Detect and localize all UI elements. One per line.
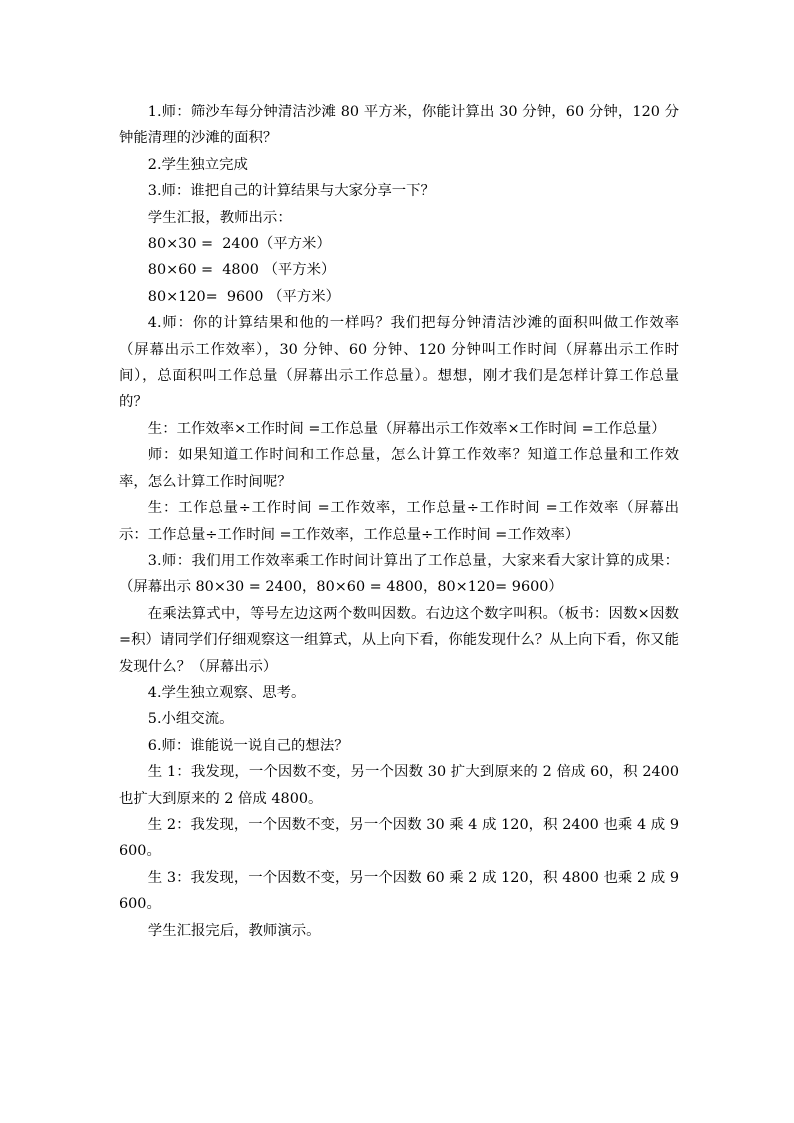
paragraph-2: 2.学生独立完成	[147, 156, 248, 173]
paragraph-18: 生 2：我发现，一个因数不变，另一个因数 30 乘 4 成 120，积 2400 也乘 4 成 9600。	[119, 816, 679, 860]
lesson-text	[119, 99, 679, 944]
paragraph-11: 生：工作总量÷工作时间 =工作效率，工作总量÷工作时间 =工作效率（屏幕出示：工作总量÷工作时间 =工作效率，工作总量÷工作时间 =工作效率）	[119, 500, 679, 543]
paragraph-1: 1.师：筛沙车每分钟清洁沙滩 80 平方米，你能计算出 30 分钟，60 分钟，120 分钟能清理的沙滩的面积？	[119, 104, 679, 147]
paragraph-15: 5.小组交流。	[147, 711, 234, 728]
paragraph-4: 学生汇报，教师出示：	[147, 209, 292, 226]
equation-3: 80×120= 9600 （平方米）	[147, 288, 340, 305]
paragraph-10: 师：如果知道工作时间和工作总量，怎么计算工作效率？知道工作总量和工作效率，怎么计算工作时间呢？	[119, 447, 679, 490]
paragraph-3: 3.师：谁把自己的计算结果与大家分享一下？	[147, 183, 435, 200]
equation-1: 80×30 = 2400（平方米）	[147, 236, 331, 253]
paragraph-8: 4.师：你的计算结果和他的一样吗？我们把每分钟清洁沙滩的面积叫做工作效率（屏幕出示工作效率），30 分钟、60 分钟、120 分钟叫工作时间（屏幕出示工作时间），总面积叫工作总量（屏幕出示工作总量）。想想，刚才我们是怎样计算工作总量的？	[119, 315, 679, 411]
paragraph-20: 学生汇报完后，教师演示。	[147, 922, 321, 939]
paragraph-14: 4.学生独立观察、思考。	[147, 684, 306, 701]
paragraph-19: 生 3：我发现，一个因数不变，另一个因数 60 乘 2 成 120，积 4800 也乘 2 成 9600。	[119, 869, 679, 913]
paragraph-9: 生：工作效率×工作时间 =工作总量（屏幕出示工作效率×工作时间 =工作总量）	[147, 420, 666, 437]
paragraph-16: 6.师：谁能说一说自己的想法？	[147, 737, 349, 754]
equation-2: 80×60 = 4800 （平方米）	[147, 262, 336, 279]
paragraph-17: 生 1：我发现，一个因数不变，另一个因数 30 扩大到原来的 2 倍成 60，积 2400 也扩大到原来的 2 倍成 4800。	[119, 764, 679, 807]
paragraph-13: 在乘法算式中，等号左边这两个数叫因数。右边这个数字叫积。（板书：因数×因数 =积）请同学们仔细观察这一组算式，从上向下看，你能发现什么？从上向下看，你又能发现什么？（屏幕出示）	[119, 605, 679, 675]
paragraph-12: 3.师：我们用工作效率乘工作时间计算出了工作总量，大家来看大家计算的成果：（屏幕出示 80×30 = 2400，80×60 = 4800，80×120= 9600）	[119, 552, 679, 596]
